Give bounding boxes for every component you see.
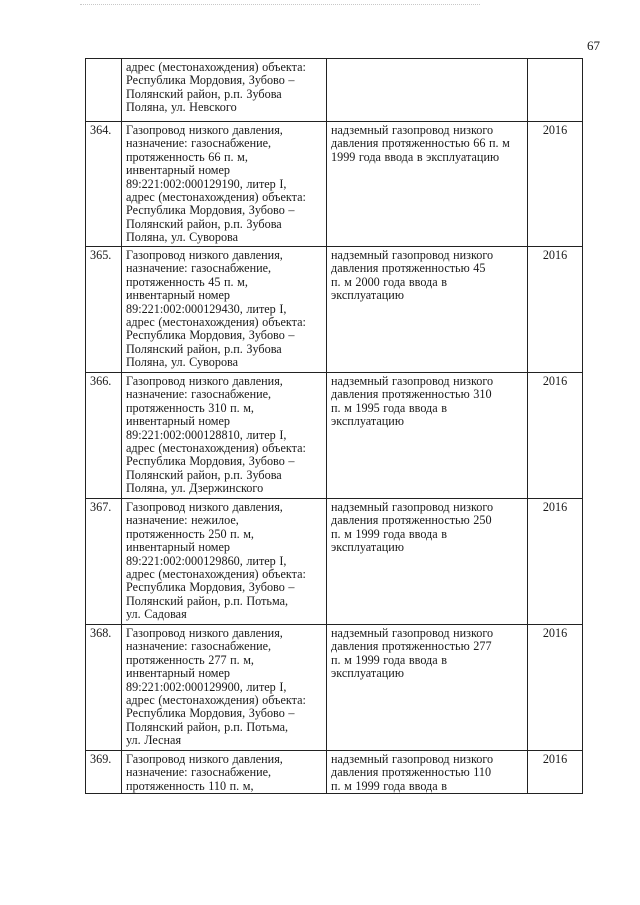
object-description-line: эксплуатацию bbox=[331, 288, 404, 303]
object-description-line: надземный газопровод низкого bbox=[331, 500, 494, 514]
table-row bbox=[86, 625, 583, 751]
object-name-line: протяженность 277 п. м, bbox=[126, 652, 254, 667]
object-name-line: Полянский район, р.п. Зубова bbox=[126, 86, 282, 101]
object-name-line: назначение: газоснабжение, bbox=[126, 387, 272, 402]
object-description-line: надземный газопровод низкого bbox=[331, 123, 494, 137]
object-name-cell bbox=[122, 59, 327, 122]
object-name-line: назначение: газоснабжение, bbox=[126, 261, 272, 276]
object-name-line: адрес (местонахождения) объекта: bbox=[126, 441, 306, 456]
object-name-line: протяженность 66 п. м, bbox=[126, 149, 248, 164]
row-number-cell: 364. bbox=[86, 122, 122, 247]
object-name-line: Поляна, ул. Суворова bbox=[126, 230, 239, 245]
object-name-line: инвентарный номер bbox=[126, 414, 231, 429]
year-cell: 2016 bbox=[528, 373, 583, 499]
object-name-line: Газопровод низкого давления, bbox=[126, 752, 283, 766]
year-cell: 2016 bbox=[528, 122, 583, 247]
object-name-line: Полянский район, р.п. Потьма, bbox=[126, 719, 289, 734]
row-number-cell: 366. bbox=[86, 373, 122, 499]
object-name-line: Республика Мордовия, Зубово – bbox=[126, 706, 295, 721]
object-name-cell bbox=[122, 122, 327, 247]
object-name-line: Газопровод низкого давления, bbox=[126, 626, 283, 640]
object-name-line: протяженность 310 п. м, bbox=[126, 400, 254, 415]
object-name-line: Газопровод низкого давления, bbox=[126, 248, 283, 262]
row-number-cell: 365. bbox=[86, 247, 122, 373]
table-row bbox=[86, 122, 583, 247]
scan-artifact bbox=[80, 4, 480, 7]
object-description-line: эксплуатацию bbox=[331, 666, 404, 681]
object-description-line: надземный газопровод низкого bbox=[331, 626, 494, 640]
object-name-cell bbox=[122, 499, 327, 625]
object-name-line: Полянский район, р.п. Зубова bbox=[126, 341, 282, 356]
object-description-line: п. м 1999 года ввода в bbox=[331, 652, 447, 667]
object-name-line: адрес (местонахождения) объекта: bbox=[126, 315, 306, 330]
object-name-line: назначение: нежилое, bbox=[126, 513, 239, 528]
year-cell: 2016 bbox=[528, 751, 583, 794]
object-name-line: Поляна, ул. Суворова bbox=[126, 355, 239, 370]
object-description-cell bbox=[327, 499, 528, 625]
object-name-cell bbox=[122, 373, 327, 499]
table-row bbox=[86, 373, 583, 499]
object-name-line: инвентарный номер bbox=[126, 163, 231, 178]
table-row bbox=[86, 499, 583, 625]
object-description-line: эксплуатацию bbox=[331, 414, 404, 429]
object-name-line: назначение: газоснабжение, bbox=[126, 639, 272, 654]
row-number-cell bbox=[86, 59, 122, 122]
object-name-line: адрес (местонахождения) объекта: bbox=[126, 190, 306, 205]
table-row bbox=[86, 59, 583, 122]
year-cell bbox=[528, 59, 583, 122]
object-name-line: инвентарный номер bbox=[126, 288, 231, 303]
page-number: 67 bbox=[587, 38, 600, 53]
object-description-cell bbox=[327, 59, 528, 122]
object-description-line: эксплуатацию bbox=[331, 540, 404, 555]
object-name-line: Поляна, ул. Дзержинского bbox=[126, 481, 264, 496]
object-description-line: п. м 1995 года ввода в bbox=[331, 400, 447, 415]
object-name-cell bbox=[122, 751, 327, 794]
object-name-line: 89:221:002:000129900, литер I, bbox=[126, 679, 287, 694]
object-description-line: давления протяженностью 250 bbox=[331, 513, 492, 528]
year-cell: 2016 bbox=[528, 625, 583, 751]
object-name-line: Республика Мордовия, Зубово – bbox=[126, 580, 295, 595]
object-name-line: Поляна, ул. Невского bbox=[126, 100, 237, 115]
object-description-line: давления протяженностью 277 bbox=[331, 639, 492, 654]
object-description-cell bbox=[327, 625, 528, 751]
object-description-line: надземный газопровод низкого bbox=[331, 374, 494, 388]
object-name-cell bbox=[122, 625, 327, 751]
object-name-line: инвентарный номер bbox=[126, 666, 231, 681]
object-name-line: Республика Мордовия, Зубово – bbox=[126, 203, 295, 218]
object-name-line: ул. Садовая bbox=[126, 607, 187, 622]
object-name-line: инвентарный номер bbox=[126, 540, 231, 555]
object-description-line: п. м 2000 года ввода в bbox=[331, 274, 447, 289]
object-name-line: назначение: газоснабжение, bbox=[126, 136, 272, 151]
object-name-line: Газопровод низкого давления, bbox=[126, 123, 283, 137]
object-name-line: Полянский район, р.п. Зубова bbox=[126, 216, 282, 231]
object-description-line: п. м 1999 года ввода в bbox=[331, 526, 447, 541]
object-description-cell bbox=[327, 373, 528, 499]
object-description-line: надземный газопровод низкого bbox=[331, 248, 494, 262]
object-name-line: адрес (местонахождения) объекта: bbox=[126, 60, 306, 74]
row-number-cell: 369. bbox=[86, 751, 122, 794]
property-registry-table bbox=[85, 58, 583, 794]
object-name-line: 89:221:002:000129430, литер I, bbox=[126, 301, 287, 316]
object-name-line: 89:221:002:000129190, литер I, bbox=[126, 176, 287, 191]
year-cell: 2016 bbox=[528, 247, 583, 373]
object-name-line: адрес (местонахождения) объекта: bbox=[126, 567, 306, 582]
object-description-cell bbox=[327, 751, 528, 794]
object-name-line: Республика Мордовия, Зубово – bbox=[126, 328, 295, 343]
object-description-cell bbox=[327, 122, 528, 247]
object-name-line: Республика Мордовия, Зубово – bbox=[126, 454, 295, 469]
object-name-line: протяженность 45 п. м, bbox=[126, 274, 248, 289]
object-name-line: ул. Лесная bbox=[126, 733, 182, 748]
object-name-line: Полянский район, р.п. Зубова bbox=[126, 467, 282, 482]
row-number-cell: 368. bbox=[86, 625, 122, 751]
object-name-line: 89:221:002:000128810, литер I, bbox=[126, 427, 287, 442]
object-name-cell bbox=[122, 247, 327, 373]
year-cell: 2016 bbox=[528, 499, 583, 625]
object-name-line: Газопровод низкого давления, bbox=[126, 374, 283, 388]
object-description-line: давления протяженностью 66 п. м bbox=[331, 136, 510, 151]
object-name-line: Полянский район, р.п. Потьма, bbox=[126, 593, 289, 608]
object-description-line: давления протяженностью 310 bbox=[331, 387, 492, 402]
object-name-line: протяженность 250 п. м, bbox=[126, 526, 254, 541]
object-description-line: п. м 1999 года ввода в bbox=[331, 778, 447, 793]
object-name-line: Газопровод низкого давления, bbox=[126, 500, 283, 514]
object-name-line: Республика Мордовия, Зубово – bbox=[126, 73, 295, 88]
object-description-cell bbox=[327, 247, 528, 373]
table-row bbox=[86, 247, 583, 373]
object-name-line: 89:221:002:000129860, литер I, bbox=[126, 553, 287, 568]
object-description-line: давления протяженностью 45 bbox=[331, 261, 486, 276]
object-name-line: протяженность 110 п. м, bbox=[126, 778, 254, 793]
registry-body bbox=[86, 59, 583, 794]
object-name-line: назначение: газоснабжение, bbox=[126, 765, 272, 780]
object-description-line: давления протяженностью 110 bbox=[331, 765, 492, 780]
object-name-line: адрес (местонахождения) объекта: bbox=[126, 693, 306, 708]
object-description-line: 1999 года ввода в эксплуатацию bbox=[331, 149, 500, 164]
table-row bbox=[86, 751, 583, 794]
row-number-cell: 367. bbox=[86, 499, 122, 625]
object-description-line: надземный газопровод низкого bbox=[331, 752, 494, 766]
